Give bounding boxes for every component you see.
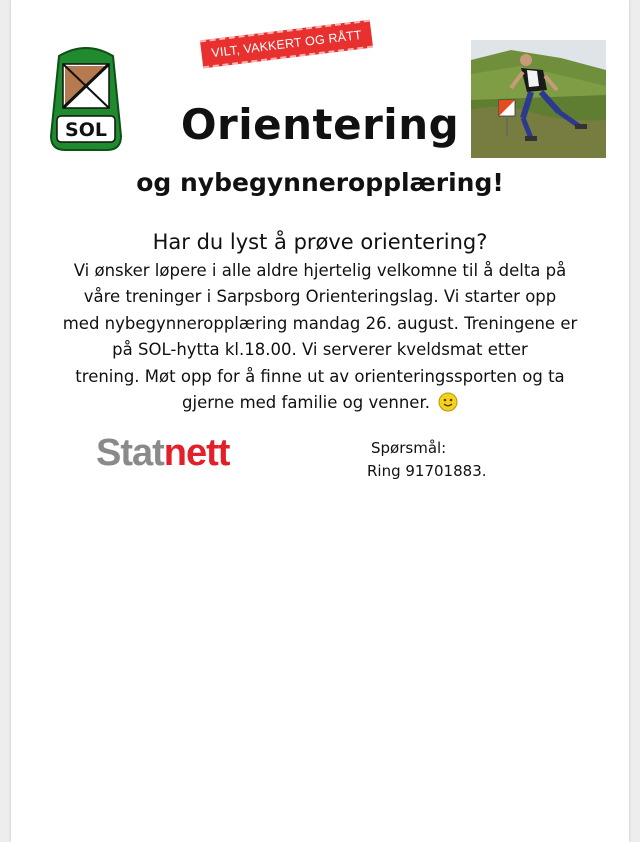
flyer-page bbox=[11, 0, 629, 842]
page-title: Orientering bbox=[180, 100, 460, 149]
smiley-icon bbox=[438, 392, 458, 412]
body-line: med nybegynneropplæring mandag 26. august. Treningene er bbox=[62, 313, 578, 333]
body-line-last bbox=[33, 390, 607, 416]
logo-text: SOL bbox=[65, 119, 107, 141]
contact-label: Spørsmål: bbox=[371, 439, 447, 457]
body-line: Vi ønsker løpere i alle aldre hjertelig velkomne til å delta på bbox=[73, 261, 567, 280]
contact-phone: Ring 91701883. bbox=[367, 462, 487, 480]
question-heading: Har du lyst å prøve orientering? bbox=[152, 230, 488, 254]
slogan-badge: VILT, VAKKERT OG RÅTT bbox=[200, 20, 373, 69]
body-paragraph bbox=[33, 258, 607, 416]
body-line: trening. Møt opp for å finne ut av orienteringssporten og ta bbox=[75, 366, 565, 386]
sponsor-logo bbox=[96, 432, 229, 475]
body-line: våre treninger i Sarpsborg Orienteringslag. Vi starter opp bbox=[83, 287, 557, 307]
body-line: gjerne med familie og venner. bbox=[182, 393, 430, 413]
page-subtitle: og nybegynneropplæring! bbox=[136, 168, 504, 197]
sponsor-logo-part: Stat bbox=[96, 432, 164, 474]
contact-info bbox=[367, 437, 487, 483]
body-line: på SOL-hytta kl.18.00. Vi serverer kveldsmat etter bbox=[112, 340, 528, 360]
sponsor-logo-part: nett bbox=[163, 432, 230, 474]
